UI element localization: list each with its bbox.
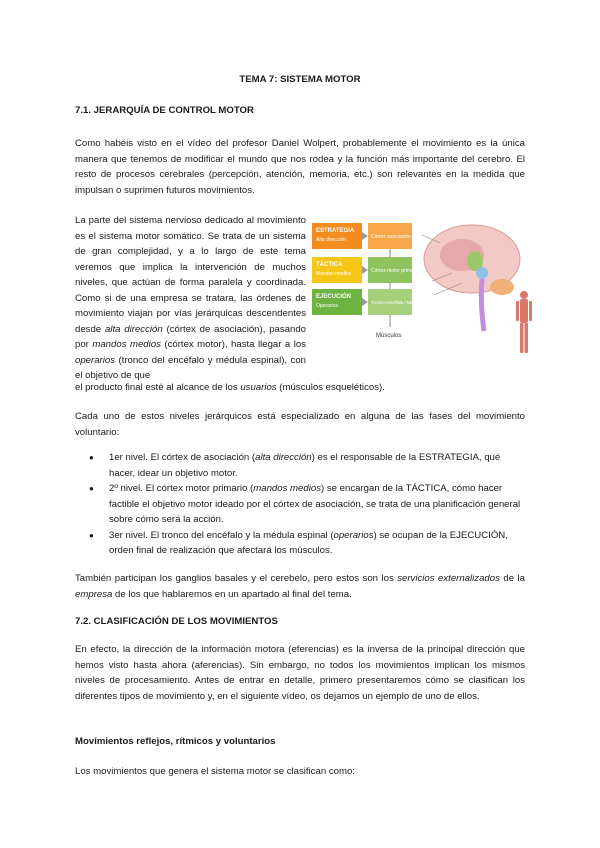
em-text: alta dirección: [255, 452, 312, 463]
ejecucion-label: EJECUCIÓN: [316, 294, 352, 300]
tactica-box: [312, 257, 362, 283]
ejecucion-sub: Operarios: [316, 303, 338, 309]
section-heading-1: 7.1. JERARQUÍA DE CONTROL MOTOR: [75, 105, 254, 116]
text-run: 2º nivel. El córtex motor primario (: [109, 483, 254, 494]
text-run: de la: [503, 573, 525, 584]
text-run: (tronco del encéfalo y médula espinal), con el objetivo de que: [75, 354, 307, 381]
text-run: el producto final esté al alcance de los: [75, 382, 238, 393]
em-operarios: operarios: [75, 354, 115, 366]
estrategia-label: ESTRATEGIA: [316, 228, 355, 234]
tactica-sub: Mandos medios: [316, 271, 352, 277]
text-run: (músculos esqueléticos).: [279, 382, 385, 393]
em-servicios: servicios externalizados: [397, 573, 500, 584]
estrategia-sub: Alta dirección: [316, 237, 347, 243]
human-muscle-illustration: [516, 291, 532, 353]
tactica-label: TÁCTICA: [316, 262, 343, 268]
list-item: [75, 528, 525, 559]
text-run: ) es el responsable de la ESTRATEGIA, qué hacer, idear un objetivo motor.: [109, 452, 501, 479]
em-text: mandos medios: [253, 483, 321, 494]
em-text: operarios: [333, 529, 374, 541]
paragraph-classification: En efecto, la dirección de la información motora (eferencias) es la inversa de la principal dirección que hemos visto hasta ahora (aferencias). Sin embargo, no todos los movimientos implican los mismos niveles de procesamiento. Antes de entrar en detalle, primero presentaremos cómo se clasifican los diferentes tipos de movimiento y, en el siguiente vídeo, os dejamos un ejemplo de uno de ellos.: [75, 644, 525, 702]
subheading-movements: Movimientos reflejos, rítmicos y voluntarios: [75, 736, 276, 747]
paragraph-motor-system: [75, 213, 306, 384]
text-run: (córtex motor), hasta llegar a los: [164, 339, 306, 350]
text-run: de los que hablaremos en un apartado al final del tema.: [115, 588, 352, 600]
paragraph-intro: Como habéis visto en el vídeo del profesor Daniel Wolpert, probablemente el movimiento es la única manera que tenemos de modificar el mundo que nos rodea y la función más importante del cerebro. El resto de procesos cerebrales (percepción, atención, memoria, etc.) son relevantes en la medida que impulsan o suprimen futuros movimientos.: [75, 138, 525, 196]
em-usuarios: usuarios: [240, 382, 277, 393]
estrategia-box: [312, 223, 362, 249]
brain-illustration: [422, 225, 520, 331]
text-run: (córtex de asociación), pasando por: [75, 323, 307, 350]
list-item: [75, 481, 525, 528]
text-run: 1er nivel. El córtex de asociación (: [109, 452, 256, 463]
levels-list: [75, 450, 525, 559]
em-mandos-medios: mandos medios: [92, 339, 161, 350]
text-run: También participan los ganglios basales y el cerebelo, pero estos son los: [75, 573, 394, 584]
paragraph-levels: Cada uno de estos niveles jerárquicos está especializado en alguna de las fases del movimiento voluntario:: [75, 411, 525, 438]
section-heading-2: 7.2. CLASIFICACIÓN DE LOS MOVIMIENTOS: [75, 616, 278, 627]
text-run: La parte del sistema nervioso dedicado al movimiento es el sistema motor somático. Se trata de un sistema de gran complejidad, y a lo largo de este tema veremos que implica la intervención de muchos niveles, que actúan de forma paralela y coordinada. Como si de una empresa se tratara, las órdenes de movimiento viajan por vías jerárquicas descendentes desde: [75, 215, 306, 335]
cortex-motor-label: Córtex motor primario: [371, 268, 420, 274]
em-alta-direccion: alta dirección: [104, 323, 163, 335]
hierarchy-figure: [312, 213, 540, 373]
hierarchy-diagram: [312, 213, 540, 373]
text-run: ) se encargan de la TÁCTICA, cómo hacer factible el objetivo motor ideado por el córtex de asociación, se trata de una planificación general sobre cómo será la acción.: [109, 483, 521, 525]
text-run: 3er nivel. El tronco del encéfalo y la médula espinal (: [109, 529, 334, 541]
cortex-asociacion-label: Córtex asociación: [371, 234, 411, 240]
text-run: ) se ocupan de la EJECUCIÓN, orden final de realización que afectará los músculos.: [109, 529, 508, 556]
page-title: TEMA 7: SISTEMA MOTOR: [239, 74, 361, 85]
musculos-label: Músculos: [376, 333, 402, 339]
list-item: [75, 450, 525, 481]
ejecucion-box: [312, 289, 362, 315]
paragraph-basal-ganglia: [75, 571, 525, 602]
em-empresa: empresa: [75, 588, 113, 600]
tronco-medula-label: Tronco encéfalo / Médula espinal: [371, 300, 438, 305]
paragraph-movements: Los movimientos que genera el sistema motor se clasifican como:: [75, 766, 355, 777]
paragraph-motor-system-end: [75, 380, 525, 396]
